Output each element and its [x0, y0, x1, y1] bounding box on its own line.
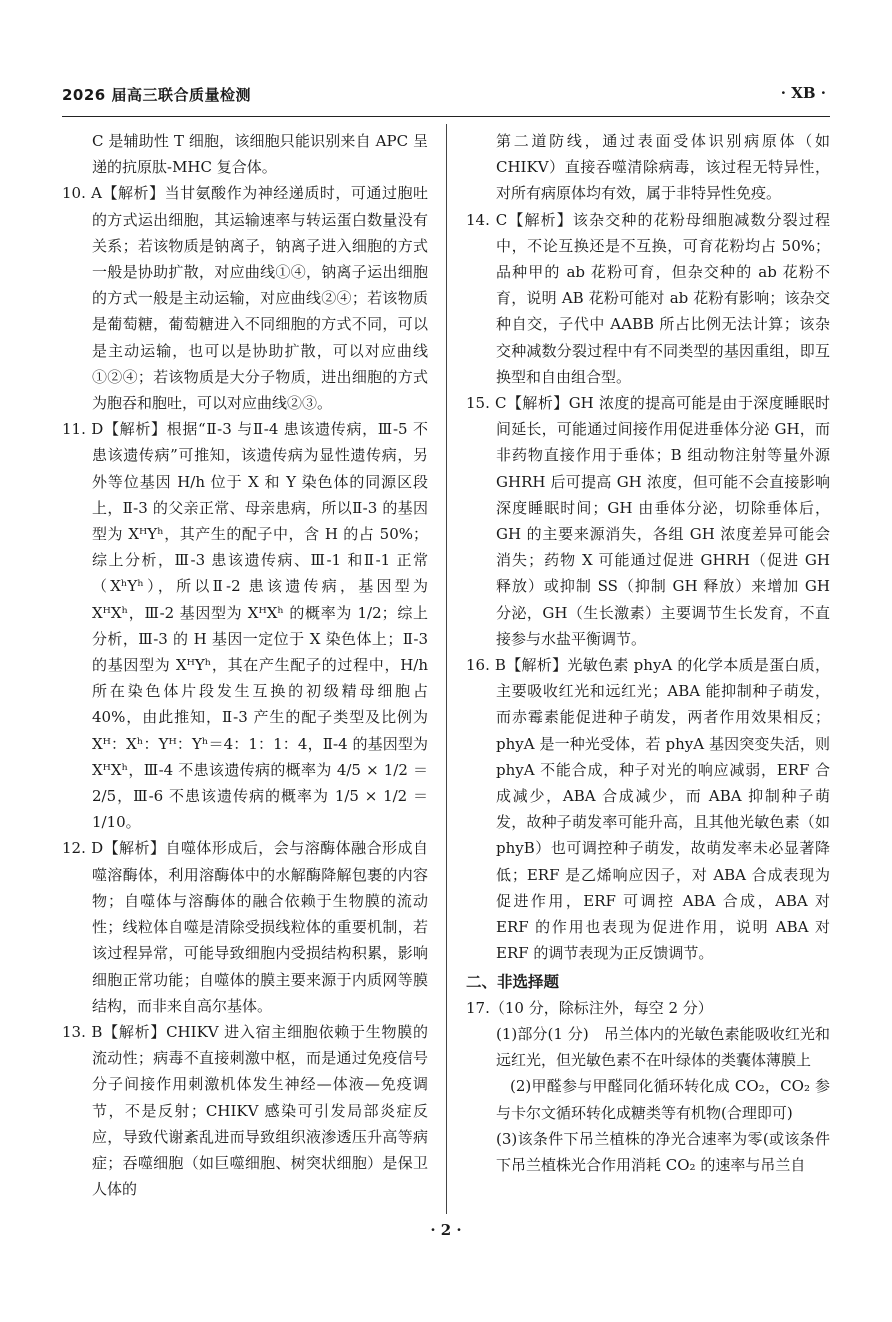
- header-rule: [62, 116, 830, 117]
- answer-12: 12. D【解析】自噬体形成后，会与溶酶体融合形成自噬溶酶体，利用溶酶体中的水解酶降解包裹的内容物；自噬体与溶酶体的融合依赖于生物膜的流动性；线粒体自噬是清除受损线粒体的重要机制，若该过程异常，可能导致细胞内受损结构积累，影响细胞正常功能；自噬体的膜主要来源于内质网等膜结构，而非来自高尔基体。: [62, 839, 428, 1015]
- answer-17-part-1: (1)部分(1 分) 吊兰体内的光敏色素能吸收红光和远红光，但光敏色素不在叶绿体的类囊体薄膜上: [496, 1024, 830, 1070]
- answer-17-part-2: (2)甲醛参与甲醛同化循环转化成 CO₂，CO₂ 参与卡尔文循环转化成糖类等有机物(合理即可): [496, 1077, 830, 1122]
- answer-16: 16. B【解析】光敏色素 phyA 的化学本质是蛋白质，主要吸收红光和远红光；ABA 能抑制种子萌发，而赤霉素能促进种子萌发，两者作用效果相反；phyA 是一种光受体，若 phyA 基因突变失活，则 phyA 不能合成，种子对光的响应减弱，ERF 合成减少，ABA 合成减少，而 ABA 抑制种子萌发，故种子萌发率可能升高，且其他光敏色素（如 phyB）也可调控种子萌发，故萌发率未必显著降低；ERF 是乙烯响应因子，对 ABA 合成表现为促进作用，ERF 可调控 ABA 合成，ABA 对 ERF 的作用也表现为促进作用，说明 ABA 对 ERF 的调节表现为正反馈调节。: [466, 656, 830, 963]
- column-divider: [446, 124, 447, 1214]
- answer-10: 10. A【解析】当甘氨酸作为神经递质时，可通过胞吐的方式运出细胞，其运输速率与转运蛋白数量没有关系；若该物质是钠离子，钠离子进入细胞的方式一般是协助扩散，对应曲线①④，钠离子运出细胞的方式一般是主动运输，对应曲线②④；若该物质是葡萄糖，葡萄糖进入不同细胞的方式不同，可以是主动运输，也可以是协助扩散，可以对应曲线①②④；若该物质是大分子物质，进出细胞的方式为胞吞和胞吐，可以对应曲线②③。: [62, 184, 428, 413]
- right-column: [466, 128, 830, 1178]
- answer-17-head: 17.（10 分，除标注外，每空 2 分）: [466, 998, 713, 1017]
- answer-11: 11. D【解析】根据“Ⅱ-3 与Ⅱ-4 患该遗传病，Ⅲ-5 不患该遗传病”可推知，该遗传病为显性遗传病，另外等位基因 H/h 位于 X 和 Y 染色体的同源区段上，Ⅱ-3 的父亲正常、母亲患病，所以Ⅱ-3 的基因型为 XᴴYʰ，其产生的配子中，含 H 的占 50%；综上分析，Ⅲ-3 患该遗传病、Ⅲ-1 和Ⅱ-1 正常（XʰYʰ），所以Ⅱ-2 患该遗传病，基因型为 XᴴXʰ，Ⅲ-2 基因型为 XᴴXʰ 的概率为 1/2；综上分析，Ⅲ-3 的 H 基因一定位于 X 染色体上；Ⅱ-3 的基因型为 XᴴYʰ，其在产生配子的过程中，H/h 所在染色体片段发生互换的初级精母细胞占 40%，由此推知，Ⅱ-3 产生的配子类型及比例为 Xᴴ：Xʰ：Yᴴ：Yʰ＝4：1：1：4，Ⅱ-4 的基因型为 XᴴXʰ，Ⅲ-4 不患该遗传病的概率为 4/5 × 1/2 ＝ 2/5，Ⅲ-6 不患该遗传病的概率为 1/5 × 1/2 ＝ 1/10。: [62, 420, 428, 832]
- continued-answer-9: C 是辅助性 T 细胞，该细胞只能识别来自 APC 呈递的抗原肽-MHC 复合体。: [92, 132, 428, 177]
- page-number: · 2 ·: [430, 1221, 462, 1239]
- answer-13: 13. B【解析】CHIKV 进入宿主细胞依赖于生物膜的流动性；病毒不直接刺激中枢，而是通过免疫信号分子间接作用刺激机体发生神经—体液—免疫调节，不是反射；CHIKV 感染可引发局部炎症反应，导致代谢紊乱进而导致组织液渗透压升高等病症；吞噬细胞（如巨噬细胞、树突状细胞）是保卫人体的: [62, 1022, 428, 1199]
- left-column: [62, 128, 428, 1202]
- continued-answer-13: 第二道防线，通过表面受体识别病原体（如 CHIKV）直接吞噬清除病毒，该过程无特异性，对所有病原体均有效，属于非特异性免疫。: [496, 132, 830, 203]
- answer-14: 14. C【解析】该杂交种的花粉母细胞减数分裂过程中，不论互换还是不互换，可育花粉均占 50%；品种甲的 ab 花粉可育，但杂交种的 ab 花粉不育，说明 AB 花粉可能对 ab 花粉有影响；该杂交种自交，子代中 AABB 所占比例无法计算；该杂交种减数分裂过程中有不同类型的基因重组，即互换型和自由组合型。: [466, 210, 830, 386]
- answer-15: 15. C【解析】GH 浓度的提高可能是由于深度睡眠时间延长，可能通过间接作用促进垂体分泌 GH，而非药物直接作用于垂体；B 组动物注射等量外源 GHRH 后可提高 GH 浓度，但可能不会直接影响深度睡眠时间；GH 由垂体分泌，切除垂体后，GH 的主要来源消失，各组 GH 浓度差异可能会消失；药物 X 可能通过促进 GHRH（促进 GH 释放）或抑制 SS（抑制 GH 释放）来增加 GH 分泌，GH（生长激素）主要调节生长发育，不直接参与水盐平衡调节。: [466, 394, 830, 648]
- section-heading: 二、非选择题: [466, 972, 560, 991]
- answer-17-part-3: (3)该条件下吊兰植株的净光合速率为零(或该条件下吊兰植株光合作用消耗 CO₂ 的速率与吊兰自: [496, 1129, 830, 1174]
- exam-title: 2026 届高三联合质量检测: [62, 86, 251, 104]
- exam-code: · XB ·: [780, 84, 826, 102]
